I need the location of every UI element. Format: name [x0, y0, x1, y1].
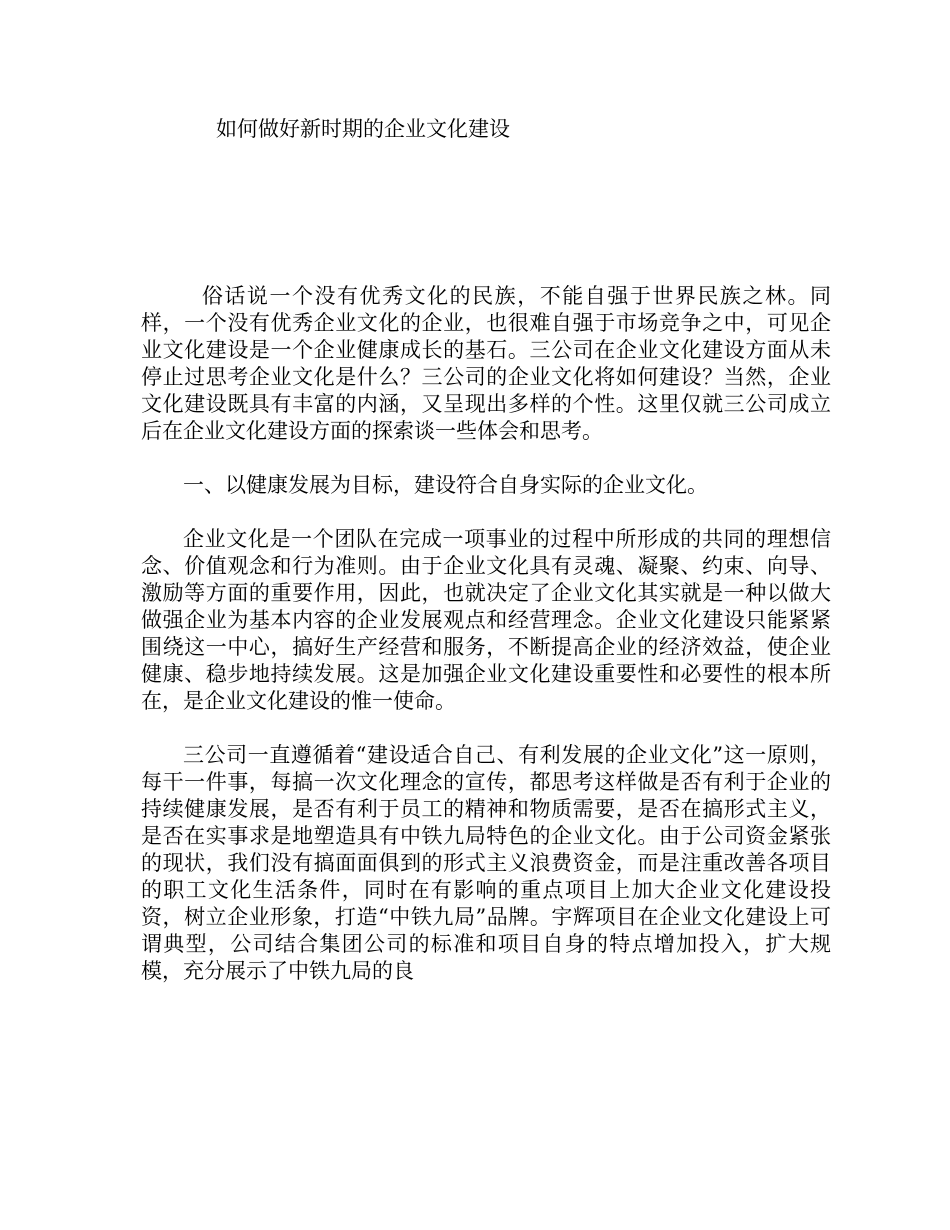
- paragraph-company-practice: 三公司一直遵循着“建设适合自己、有利发展的企业文化”这一原则，每干一件事，每搞一次文化理念的宣传，都思考这样做是否有利于企业的持续健康发展，是否有利于员工的精神和物质需要，是否在搞形式主义，是否在实事求是地塑造具有中铁九局特色的企业文化。由于公司资金紧张的现状，我们没有搞面面俱到的形式主义浪费资金，而是注重改善各项目的职工文化生活条件，同时在有影响的重点项目上加大企业文化建设投资，树立企业形象，打造“中铁九局”品牌。宇辉项目在企业文化建设上可谓典型，公司结合集团公司的标准和项目自身的特点增加投入，扩大规模，充分展示了中铁九局的良: [141, 743, 831, 983]
- paragraph-intro: 俗话说一个没有优秀文化的民族，不能自强于世界民族之林。同样，一个没有优秀企业文化的企业，也很难自强于市场竞争之中，可见企业文化建设是一个企业健康成长的基石。三公司在企业文化建设方面从未停止过思考企业文化是什么？三公司的企业文化将如何建设？当然，企业文化建设既具有丰富的内涵，又呈现出多样的个性。这里仅就三公司成立后在企业文化建设方面的探索谈一些体会和思考。: [141, 284, 831, 443]
- paragraph-culture-definition: 企业文化是一个团队在完成一项事业的过程中所形成的共同的理想信念、价值观念和行为准则。由于企业文化具有灵魂、凝聚、约束、向导、激励等方面的重要作用，因此，也就决定了企业文化其实就是一种以做大做强企业为基本内容的企业发展观点和经营理念。企业文化建设只能紧紧围绕这一中心，搞好生产经营和服务，不断提高企业的经济效益，使企业健康、稳步地持续发展。这是加强企业文化建设重要性和必要性的根本所在，是企业文化建设的惟一使命。: [141, 527, 831, 713]
- document-body: [141, 283, 831, 985]
- document-title: 如何做好新时期的企业文化建设: [216, 117, 510, 141]
- section-heading-1: 一、以健康发展为目标，建设符合自身实际的企业文化。: [183, 473, 708, 497]
